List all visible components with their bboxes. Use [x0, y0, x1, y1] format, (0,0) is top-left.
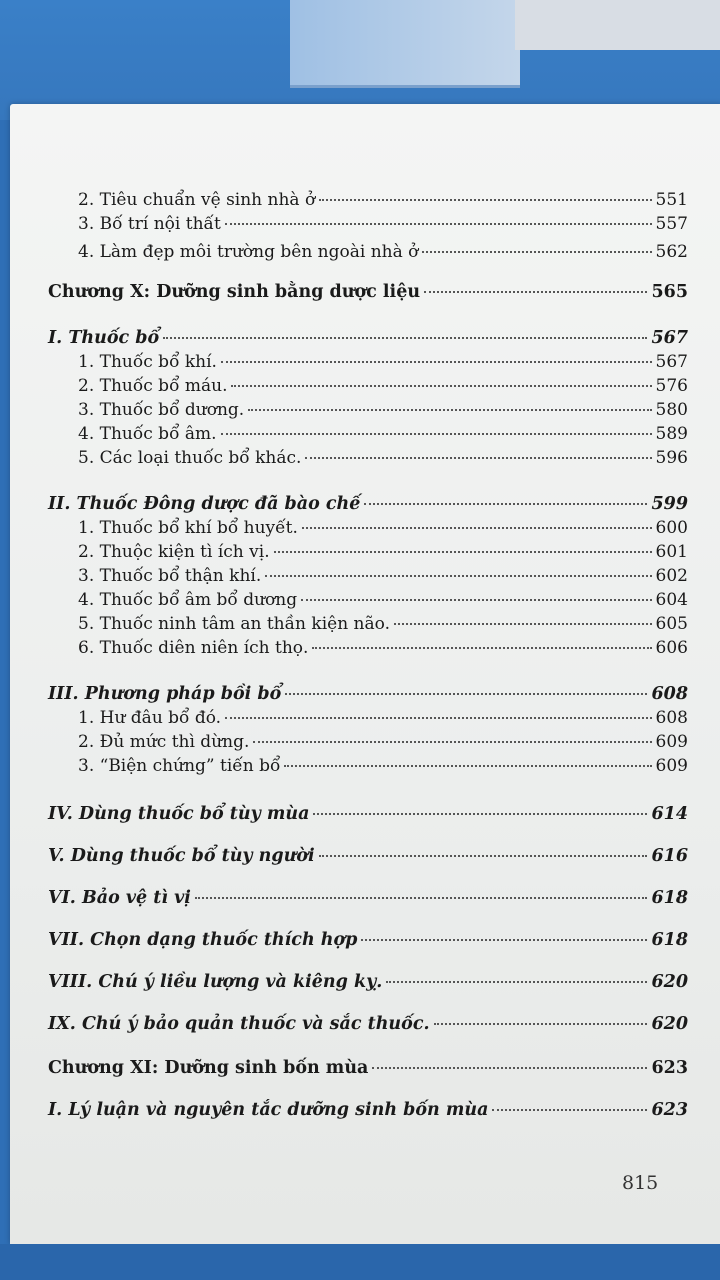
- dot-leader: [163, 337, 647, 339]
- dot-leader: [361, 939, 647, 941]
- toc-entry-title: VI. Bảo vệ tì vị: [48, 888, 191, 908]
- toc-entry-page: 565: [651, 282, 688, 302]
- toc-entry-page: 600: [655, 518, 688, 538]
- dot-leader: [394, 623, 652, 625]
- dot-leader: [265, 575, 651, 577]
- toc-entry: [48, 972, 688, 1002]
- toc-entry-title: 3. Thuốc bổ thận khí.: [78, 566, 262, 586]
- toc-entry-page: 576: [655, 376, 688, 396]
- toc-entry-title: I. Lý luận và nguyên tắc dưỡng sinh bốn mùa: [48, 1100, 489, 1120]
- toc-entry-title: 4. Làm đẹp môi trường bên ngoài nhà ở: [78, 242, 419, 262]
- toc-entry: [48, 448, 688, 478]
- toc-entry-page: 589: [655, 424, 688, 444]
- toc-entry-page: 557: [655, 214, 688, 234]
- toc-entry-page: 620: [651, 972, 688, 992]
- toc-entry-page: 567: [655, 352, 688, 372]
- toc-entry-page: 596: [655, 448, 688, 468]
- toc-entry-page: 567: [651, 328, 688, 348]
- toc-entry-title: II. Thuốc Đông dược đã bào chế: [48, 494, 361, 514]
- toc-entry-page: 604: [655, 590, 688, 610]
- toc-entry-page: 609: [655, 756, 688, 776]
- dot-leader: [364, 503, 647, 505]
- toc-entry-title: IV. Dùng thuốc bổ tùy mùa: [48, 804, 310, 824]
- toc-entry-page: 601: [655, 542, 688, 562]
- toc-entry: [48, 846, 688, 876]
- dot-leader: [312, 647, 651, 649]
- toc-entry-title: V. Dùng thuốc bổ tùy người: [48, 846, 315, 866]
- toc-entry-title: 2. Đủ mức thì dừng.: [78, 732, 250, 752]
- toc-entry-page: 618: [651, 888, 688, 908]
- dot-leader: [313, 813, 647, 815]
- background-surface: [0, 1244, 720, 1280]
- toc-entry-page: 609: [655, 732, 688, 752]
- dot-leader: [434, 1023, 648, 1025]
- dot-leader: [372, 1067, 647, 1069]
- toc-entry-page: 580: [655, 400, 688, 420]
- dot-leader: [492, 1109, 647, 1111]
- dot-leader: [386, 981, 647, 983]
- background-photo: [0, 0, 720, 120]
- dot-leader: [195, 897, 648, 899]
- dot-leader: [225, 223, 652, 225]
- toc-entry-title: 1. Hư đâu bổ đó.: [78, 708, 222, 728]
- toc-entry-page: 623: [651, 1100, 688, 1120]
- toc-entry-page: 623: [651, 1058, 688, 1078]
- toc-entry-page: 618: [651, 930, 688, 950]
- dot-leader: [302, 527, 652, 529]
- toc-entry-title: 2. Thuốc bổ máu.: [78, 376, 228, 396]
- toc-entry-page: 608: [651, 684, 688, 704]
- toc-entry-title: 1. Thuốc bổ khí.: [78, 352, 217, 372]
- toc-entry-title: 5. Thuốc ninh tâm an thần kiện não.: [78, 614, 390, 634]
- toc-entry: [48, 242, 688, 272]
- dot-leader: [248, 409, 651, 411]
- background-object: [290, 0, 520, 88]
- toc-entry-title: Chương X: Dưỡng sinh bằng dược liệu: [48, 282, 421, 302]
- dot-leader: [225, 717, 651, 719]
- toc-entry-page: 551: [655, 190, 688, 210]
- toc-entry-title: I. Thuốc bổ: [48, 328, 160, 348]
- dot-leader: [422, 251, 651, 253]
- toc-entry: [48, 1100, 688, 1130]
- toc-entry-page: 608: [655, 708, 688, 728]
- toc-entry: [48, 888, 688, 918]
- toc-entry-page: 606: [655, 638, 688, 658]
- toc-entry-title: VIII. Chú ý liều lượng và kiêng kỵ.: [48, 972, 383, 992]
- dot-leader: [221, 361, 652, 363]
- toc-entry-page: 614: [651, 804, 688, 824]
- toc-entry-title: IX. Chú ý bảo quản thuốc và sắc thuốc.: [48, 1014, 430, 1034]
- toc-entry-title: 3. Bố trí nội thất: [78, 214, 221, 234]
- toc-entry: [48, 1014, 688, 1044]
- toc-entry-page: 562: [655, 242, 688, 262]
- toc-entry: [48, 930, 688, 960]
- dot-leader: [221, 433, 652, 435]
- toc-entry-page: 605: [655, 614, 688, 634]
- dot-leader: [253, 741, 651, 743]
- page-number: 815: [622, 1172, 659, 1194]
- toc-entry-title: 3. Thuốc bổ dương.: [78, 400, 245, 420]
- toc-entry: [48, 282, 688, 312]
- toc-entry: [48, 214, 688, 244]
- dot-leader: [284, 765, 651, 767]
- toc-entry-title: 4. Thuốc bổ âm.: [78, 424, 217, 444]
- background-object: [515, 0, 720, 50]
- toc-entry: [48, 638, 688, 668]
- toc-entry-title: 2. Tiêu chuẩn vệ sinh nhà ở: [78, 190, 316, 210]
- dot-leader: [285, 693, 647, 695]
- toc-entry-page: 599: [651, 494, 688, 514]
- toc-entry: [48, 1058, 688, 1088]
- toc-entry-title: 1. Thuốc bổ khí bổ huyết.: [78, 518, 298, 538]
- dot-leader: [305, 457, 651, 459]
- toc-entry-title: 2. Thuộc kiện tì ích vị.: [78, 542, 270, 562]
- toc-entry-title: Chương XI: Dưỡng sinh bốn mùa: [48, 1058, 369, 1078]
- toc-entry-page: 620: [651, 1014, 688, 1034]
- toc-entry-title: 3. “Biện chứng” tiến bổ: [78, 756, 281, 776]
- toc-entry: [48, 756, 688, 786]
- dot-leader: [231, 385, 651, 387]
- toc-entry-title: 4. Thuốc bổ âm bổ dương: [78, 590, 298, 610]
- toc-entry-title: VII. Chọn dạng thuốc thích hợp: [48, 930, 358, 950]
- dot-leader: [274, 551, 652, 553]
- toc-entry: [48, 804, 688, 834]
- toc-entry-title: 6. Thuốc diên niên ích thọ.: [78, 638, 309, 658]
- dot-leader: [424, 291, 647, 293]
- toc-entry-page: 616: [651, 846, 688, 866]
- toc-entry-title: III. Phương pháp bồi bổ: [48, 684, 282, 704]
- toc-entry-title: 5. Các loại thuốc bổ khác.: [78, 448, 302, 468]
- dot-leader: [301, 599, 651, 601]
- toc-entry-page: 602: [655, 566, 688, 586]
- dot-leader: [319, 199, 651, 201]
- dot-leader: [319, 855, 648, 857]
